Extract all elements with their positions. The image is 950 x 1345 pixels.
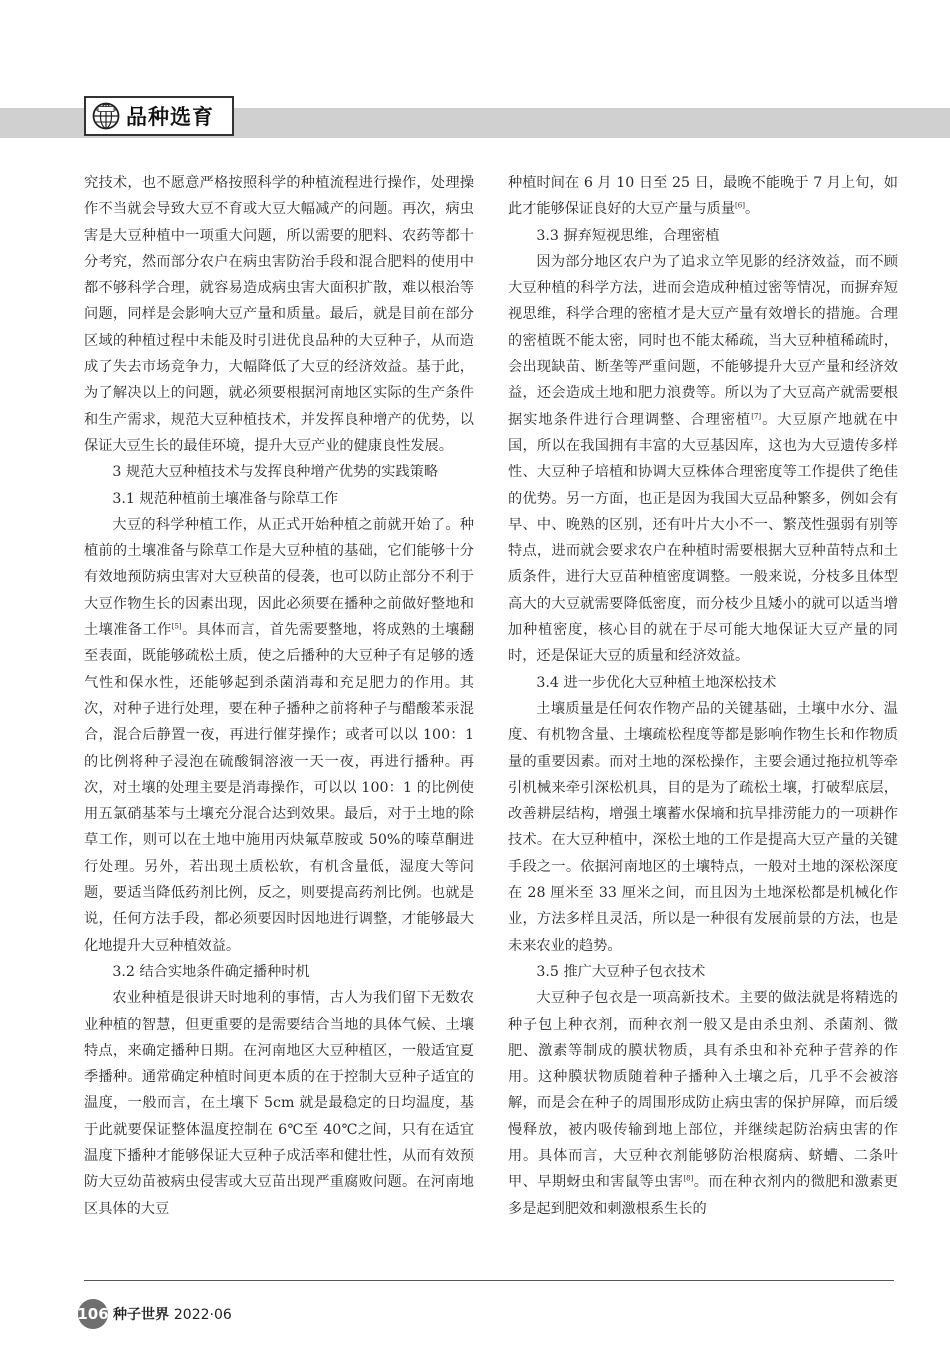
citation-ref: [8] (683, 1174, 694, 1183)
paragraph-text: 大豆的科学种植工作，从正式开始种植之前就开始了。种植前的土壤准备与除草工作是大豆种植的基础，它们能够十分有效地预防病虫害对大豆秧苗的侵袭，也可以防止部分不利于大豆作物生长的因素出现，因此必须要在播种之前做好整地和土壤准备工作 (84, 516, 474, 639)
paragraph-continued (84, 170, 474, 459)
page-number: 106 (78, 1299, 108, 1329)
section-header (84, 96, 234, 136)
paragraph-text: 3.3 摒弃短视思维，合理密植 (536, 227, 720, 244)
paragraph-continued (508, 170, 898, 223)
journal-name: 种子世界 (113, 1307, 169, 1323)
paragraph (508, 249, 898, 670)
paragraph (84, 512, 474, 959)
section-title: 品种选育 (126, 105, 214, 129)
paragraph-text: 农业种植是很讲天时地利的事情，古人为我们留下无数农业种植的智慧，但更重要的是需要结合当地的具体气候、土壤特点，来确定播种日期。在河南地区大豆种植区，一般适宜夏季播种。通常确定种植时间更本质的在于控制大豆种子适宜的温度，一般而言，在土壤下 5cm 就是最稳定的日均温度，基于此就要保证整体温度控制在 6℃至 40℃之间，只有在适宜温度下播种才能够保证大豆种子成活率和健壮性，从而有效预防大豆幼苗被病虫侵害或大豆苗出现严重腐败问题。在河南地区具体的大豆 (84, 990, 474, 1217)
paragraph-text: 。而在种衣剂内的微肥和激素更多是起到肥效和刺激根系生长的 (508, 1174, 898, 1217)
section-heading (508, 670, 898, 696)
paragraph (84, 985, 474, 1222)
footer-divider (84, 1280, 894, 1281)
right-column (508, 170, 898, 1222)
section-heading (84, 459, 474, 485)
paragraph-text: 3 规范大豆种植技术与发挥良种增产优势的实践策略 (112, 464, 439, 481)
paragraph-text: 3.1 规范种植前土壤准备与除草工作 (112, 490, 339, 507)
paragraph-text: 3.2 结合实地条件确定播种时机 (112, 963, 310, 980)
paragraph-text: 3.4 进一步优化大豆种植土地深松技术 (536, 674, 777, 691)
issue-number: 2022·06 (173, 1307, 232, 1323)
left-column (84, 170, 474, 1222)
paragraph-text: 。大豆原产地就在中国，所以在我国拥有丰富的大豆基因库，这也为大豆遗传多样性、大豆种子培植和协调大豆株体合理密度等工作提供了绝佳的优势。另一方面，也正是因为我国大豆品种繁多，例如会有早、中、晚熟的区别，还有叶片大小不一、繁茂性强弱有别等特点，进而就会要求农户在种植时需要根据大豆种苗特点和土质条件，进行大豆苗种植密度调整。一般来说，分枝多且体型高大的大豆就需要降低密度，而分枝少且矮小的就可以适当增加种植密度，核心目的就在于尽可能大地保证大豆产量的同时，还是保证大豆的质量和经济效益。 (508, 411, 898, 665)
section-heading (508, 959, 898, 985)
paragraph-text: 土壤质量是任何农作物产品的关键基础，土壤中水分、温度、有机物含量、土壤疏松程度等都是影响作物生长和作物质量的重要因素。而对土地的深松操作，主要会通过拖拉机等牵引机械来牵引深松机具，目的是为了疏松土壤，打破犁底层，改善耕层结构，增强土壤蓄水保墒和抗旱排涝能力的一项耕作技术。在大豆种植中，深松土地的工作是提高大豆产量的关键手段之一。依据河南地区的土壤特点，一般对土地的深松深度在 28 厘米至 33 厘米之间，而且因为土地深松都是机械化作业，方法多样且灵活，所以是一种很有发展前景的方法，也是未来农业的趋势。 (508, 700, 898, 954)
paragraph-text: 因为部分地区农户为了追求立竿见影的经济效益，而不顾大豆种植的科学方法，进而会造成种植过密等情况，而摒弃短视思维，科学合理的密植才是大豆产量有效增长的措施。合理的密植既不能太密，同时也不能太稀疏，当大豆种植稀疏时，会出现缺苗、断垄等严重问题，不能够提升大豆产量和经济效益，还会造成土地和肥力浪费等。所以为了大豆高产就需要根据实地条件进行合理调整、合理密植 (508, 253, 898, 428)
section-heading (84, 486, 474, 512)
paragraph-text: 。 (744, 201, 760, 218)
paragraph (508, 696, 898, 959)
section-heading (508, 223, 898, 249)
paragraph (508, 985, 898, 1222)
paragraph-text: 种植时间在 6 月 10 日至 25 日，最晚不能晚于 7 月上旬，如此才能够保证良好的大豆产量与质量 (508, 175, 898, 218)
paragraph-text: 。具体而言，首先需要整地，将成熟的土壤翻至表面，既能够疏松土质，使之后播种的大豆种子有足够的透气性和保水性，还能够起到杀菌消毒和充足肥力的作用。其次，对种子进行处理，要在种子播种之前将种子与醋酸苯汞混合，混合后静置一夜，再进行催芽操作；或者可以以 100：1 的比例将种子浸泡在硫酸铜溶液一天一夜，再进行播种。再次，对土壤的处理主要是消毒操作，可以以 100：1 的比例使用五氯硝基苯与土壤充分混合达到效果。最后，对于土地的除草工作，则可以在土地中施用丙炔氟草胺或 50%的嗪草酮进行处理。另外，若出现土质松软，有机含量低，湿度大等问题，要适当降低药剂比例，反之，则要提高药剂比例。也就是说，任何方法手段，都必须要因时因地进行调整，才能够最大化地提升大豆种植效益。 (84, 622, 474, 954)
paragraph-text: 大豆种子包衣是一项高新技术。主要的做法就是将精选的种子包上种衣剂，而种衣剂一般又是由杀虫剂、杀菌剂、微肥、激素等制成的膜状物质，具有杀虫和补充种子营养的作用。这种膜状物质随着种子播种入土壤之后，几乎不会被溶解，而是会在种子的周围形成防止病虫害的保护屏障，而后缓慢释放，被内吸传输到地上部位，并继续起防治病虫害的作用。具体而言，大豆种衣剂能够防治根腐病、蛴螬、二条叶甲、早期蚜虫和害鼠等虫害 (508, 990, 898, 1191)
journal-info (113, 1304, 232, 1324)
paragraph-text: 3.5 推广大豆种子包衣技术 (536, 963, 706, 980)
citation-ref: [6] (735, 201, 745, 210)
citation-ref: [5] (171, 622, 182, 631)
paragraph-text: 究技术，也不愿意严格按照科学的种植流程进行操作，处理操作不当就会导致大豆不育或大豆大幅减产的问题。再次，病虫害是大豆种植中一项重大问题，所以需要的肥料、农药等都十分考究，然而部分农户在病虫害防治手段和混合肥料的使用中都不够科学合理，就容易造成病虫害大面积扩散，难以根治等问题，同样是会影响大豆产量和质量。最后，就是目前在部分区域的种植过程中未能及时引进优良品种的大豆种子，从而造成了失去市场竞争力，大幅降低了大豆的经济效益。基于此，为了解决以上的问题，就必须要根据河南地区实际的生产条件和生产需求，规范大豆种植技术，并发挥良种增产的优势，以保证大豆生长的最佳环境，提升大豆产业的健康良性发展。 (84, 175, 474, 454)
section-heading (84, 959, 474, 985)
globe-seed-logo-icon (92, 102, 120, 130)
citation-ref: [7] (751, 411, 762, 420)
